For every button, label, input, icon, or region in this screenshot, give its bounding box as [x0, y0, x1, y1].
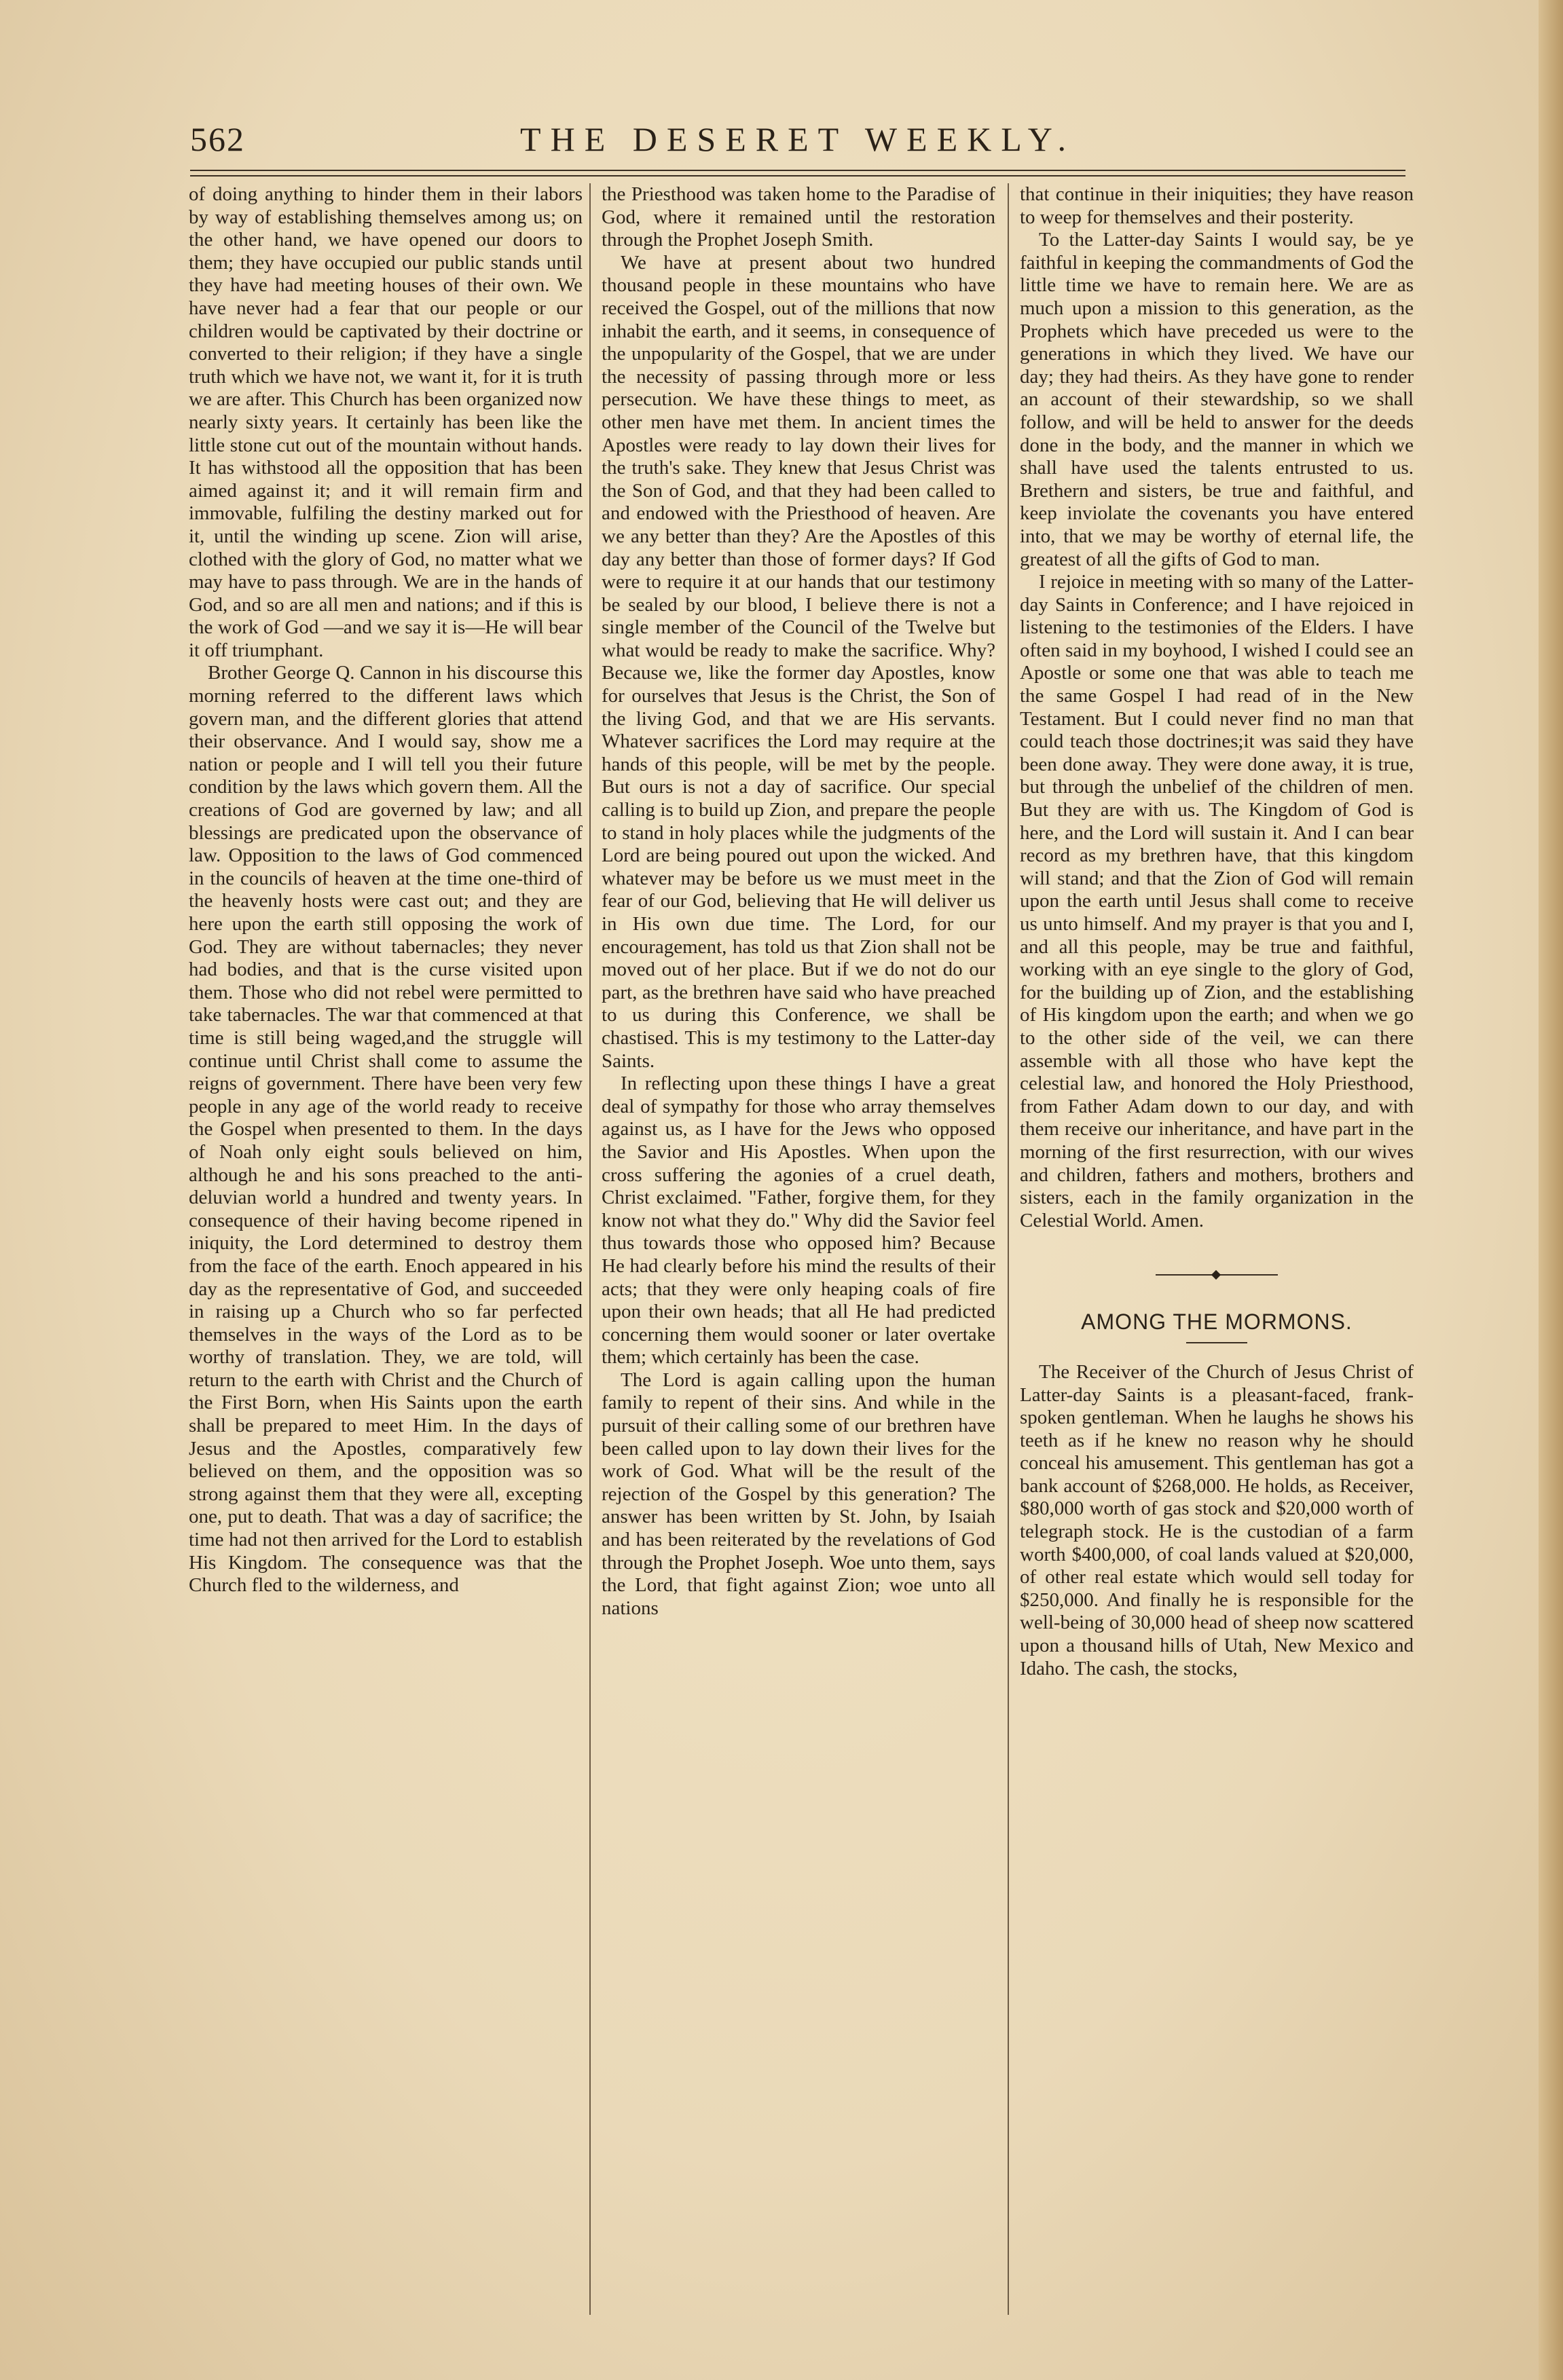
section-separator — [1156, 1274, 1278, 1276]
masthead-title: THE DESERET WEEKLY. — [520, 120, 1075, 158]
heading-rule — [1186, 1342, 1247, 1343]
page-header — [190, 119, 1405, 174]
paragraph: The Receiver of the Church of Jesus Christ of Latter-day Saints is a pleasant-faced, frank-spoken gentleman. When he laughs he shows his teeth as if he knew no reason why he should conceal his amusement. This gentleman has got a bank account of $268,000. He holds, as Receiver, $80,000 worth of gas stock and $20,000 worth of telegraph stock. He is the custodian of a farm worth $400,000, of coal lands valued at $20,000, of other real estate which would sell today for $250,000. And finally he is responsible for the well-being of 30,000 head of sheep now scattered upon a thousand hills of Utah, New Mexico and Idaho. The cash, the stocks, — [1020, 1360, 1414, 1679]
paragraph: To the Latter-day Saints I would say, be ye faithful in keeping the commandments of God the little time we have to remain here. We are as much upon a mission to this generation, as the Prophets which have preceded us were to the generations in which they lived. We have our day; they had theirs. As they have gone to render an account of their stewardship, so we shall follow, and will be held to answer for the deeds done in the body, and the manner in which we shall have used the talents entrusted to us. Brethern and sisters, be true and faithful, and keep inviolate the covenants you have entered into, that we may be worthy of eternal life, the greatest of all the gifts of God to man. — [1020, 229, 1414, 570]
section-heading: AMONG THE MORMONS. — [1081, 1309, 1353, 1335]
paragraph: that continue in their iniquities; they have reason to weep for themselves and their posterity. — [1020, 183, 1414, 228]
column-3 — [1020, 183, 1414, 2322]
column-divider — [1008, 183, 1009, 2315]
header-rule — [190, 170, 1405, 176]
paragraph: In reflecting upon these things I have a great deal of sympathy for those who array themselves against us, as I have for the Jews who opposed the Savior and His Apostles. When upon the cross suffering the agonies of a cruel death, Christ exclaimed. "Father, forgive them, for they know not what they do." Why did the Savior feel thus towards those who opposed him? Because He had clearly before his mind the results of their acts; that they were only heaping coals of fire upon their own heads; that all He had predicted concerning them would sooner or later overtake them; which certainly has been the case. — [602, 1073, 995, 1369]
paragraph: the Priesthood was taken home to the Paradise of God, where it remained until the restoration through the Prophet Joseph Smith. — [602, 183, 995, 251]
paragraph: The Lord is again calling upon the human family to repent of their sins. And while in the pursuit of their calling some of our brethren have been called upon to lay down their lives for the work of God. What will be the result of the rejection of the Gospel by this generation? The answer has been written by St. John, by Isaiah and has been reiterated by the revelations of God through the Prophet Joseph. Woe unto them, says the Lord, that fight against Zion; woe unto all nations — [602, 1369, 995, 1619]
page-number: 562 — [190, 120, 245, 158]
column-1 — [189, 183, 583, 2322]
column-2 — [602, 183, 995, 2322]
paragraph: Brother George Q. Cannon in his discourse this morning referred to the different laws which govern man, and the different glories that attend their observance. And I would say, show me a nation or people and I will tell you their future condition by the laws which govern them. All the creations of God are governed by law; and all blessings are predicated upon the observance of law. Opposition to the laws of God commenced in the councils of heaven at the time one-third of the heavenly hosts were cast out; and they are here upon the earth still opposing the work of God. They are without tabernacles; they never had bodies, and that is the curse visited upon them. Those who did not rebel were permitted to take tabernacles. The war that commenced at that time is still being waged,and the struggle will continue until Christ shall come to assume the reigns of government. There have been very few people in any age of the world ready to receive the Gospel when presented to them. In the days of Noah only eight souls believed on him, although he and his sons preached to the anti-deluvian world a hundred and twenty years. In consequence of their having become ripened in iniquity, the Lord determined to destroy them from the face of the earth. Enoch appeared in his day as the representative of God, and succeeded in raising up a Church who so far perfected themselves in the ways of the Lord as to be worthy of translation. They, we are told, will return to the earth with Christ and the Church of the First Born, when His Saints upon the earth shall be prepared to meet Him. In the days of Jesus and the Apostles, comparatively few believed on them, and the opposition was so strong against them that they were all, excepting one, put to death. That was a day of sacrifice; the time had not then arrived for the Lord to establish His Kingdom. The consequence was that the Church fled to the wilderness, and — [189, 662, 583, 1597]
paragraph: We have at present about two hundred thousand people in these mountains who have received the Gospel, out of the millions that now inhabit the earth, and it seems, in consequence of the unpopularity of the Gospel, that we are under the necessity of passing through more or less persecution. We have these things to meet, as other men have met them. In ancient times the Apostles were ready to lay down their lives for the truth's sake. They knew that Jesus Christ was the Son of God, and that they had been called to and endowed with the Priesthood of heaven. Are we any better than they? Are the Apostles of this day any better than those of former days? If God were to require it at our hands that our testimony be sealed by our blood, I believe there is not a single member of the Council of the Twelve but what would be ready to make the sacrifice. Why? Because we, like the former day Apostles, know for ourselves that Jesus is the Christ, the Son of the living God, and that we are His servants. Whatever sacrifices the Lord may require at the hands of this people, will be met by the people. But ours is not a day of sacrifice. Our special calling is to build up Zion, and prepare the people to stand in holy places while the judgments of the Lord are being poured out upon the wicked. And whatever may be before us we must meet in the fear of our God, believing that He will deliver us in His own due time. The Lord, for our encouragement, has told us that Zion shall not be moved out of her place. But if we do not do our part, as the brethren have said who have preached to us during this Conference, we shall be chastised. This is my testimony to the Latter-day Saints. — [602, 251, 995, 1072]
paragraph: I rejoice in meeting with so many of the Latter-day Saints in Conference; and I have rejoiced in listening to the testimonies of the Elders. I have often said in my boyhood, I wished I could see an Apostle or some one that was able to teach me the same Gospel I had read of in the New Testament. But I could never find no man that could teach those doctrines;it was said they have been done away. They were done away, it is true, but through the unbelief of the children of men. But they are with us. The Kingdom of God is here, and the Lord will sustain it. And I can bear record as my brethren have, that this kingdom will stand; and that the Zion of God will remain upon the earth until Jesus shall come to receive us unto himself. And my prayer is that you and I, and all this people, may be true and faithful, working with an eye single to the glory of God, for the building up of Zion, and the establishing of His kingdom upon the earth; and when we go to the other side of the veil, we can there assemble with all those who have kept the celestial law, and honored the Holy Priesthood, from Father Adam down to our day, and with them receive our inheritance, and have part in the morning of the first resurrection, with our wives and children, fathers and mothers, brothers and sisters, each in the family organization in the Celestial World. Amen. — [1020, 571, 1414, 1231]
paragraph: of doing anything to hinder them in their labors by way of establishing themselves among us; on the other hand, we have opened our doors to them; they have occupied our public stands until they have had meeting houses of their own. We have never had a fear that our people or our children would be captivated by their doctrine or converted to their religion; if they have a single truth which we have not, we want it, for it is truth we are after. This Church has been organized now nearly sixty years. It certainly has been like the little stone cut out of the mountain without hands. It has withstood all the opposition that has been aimed against it; and it will remain firm and immovable, fulfiling the destiny marked out for it, until the winding up scene. Zion will arise, clothed with the glory of God, no matter what we may have to pass through. We are in the hands of God, and so are all men and nations; and if this is the work of God —and we say it is—He will bear it off triumphant. — [189, 183, 583, 661]
page-edge — [1539, 0, 1563, 2380]
column-divider — [589, 183, 591, 2315]
